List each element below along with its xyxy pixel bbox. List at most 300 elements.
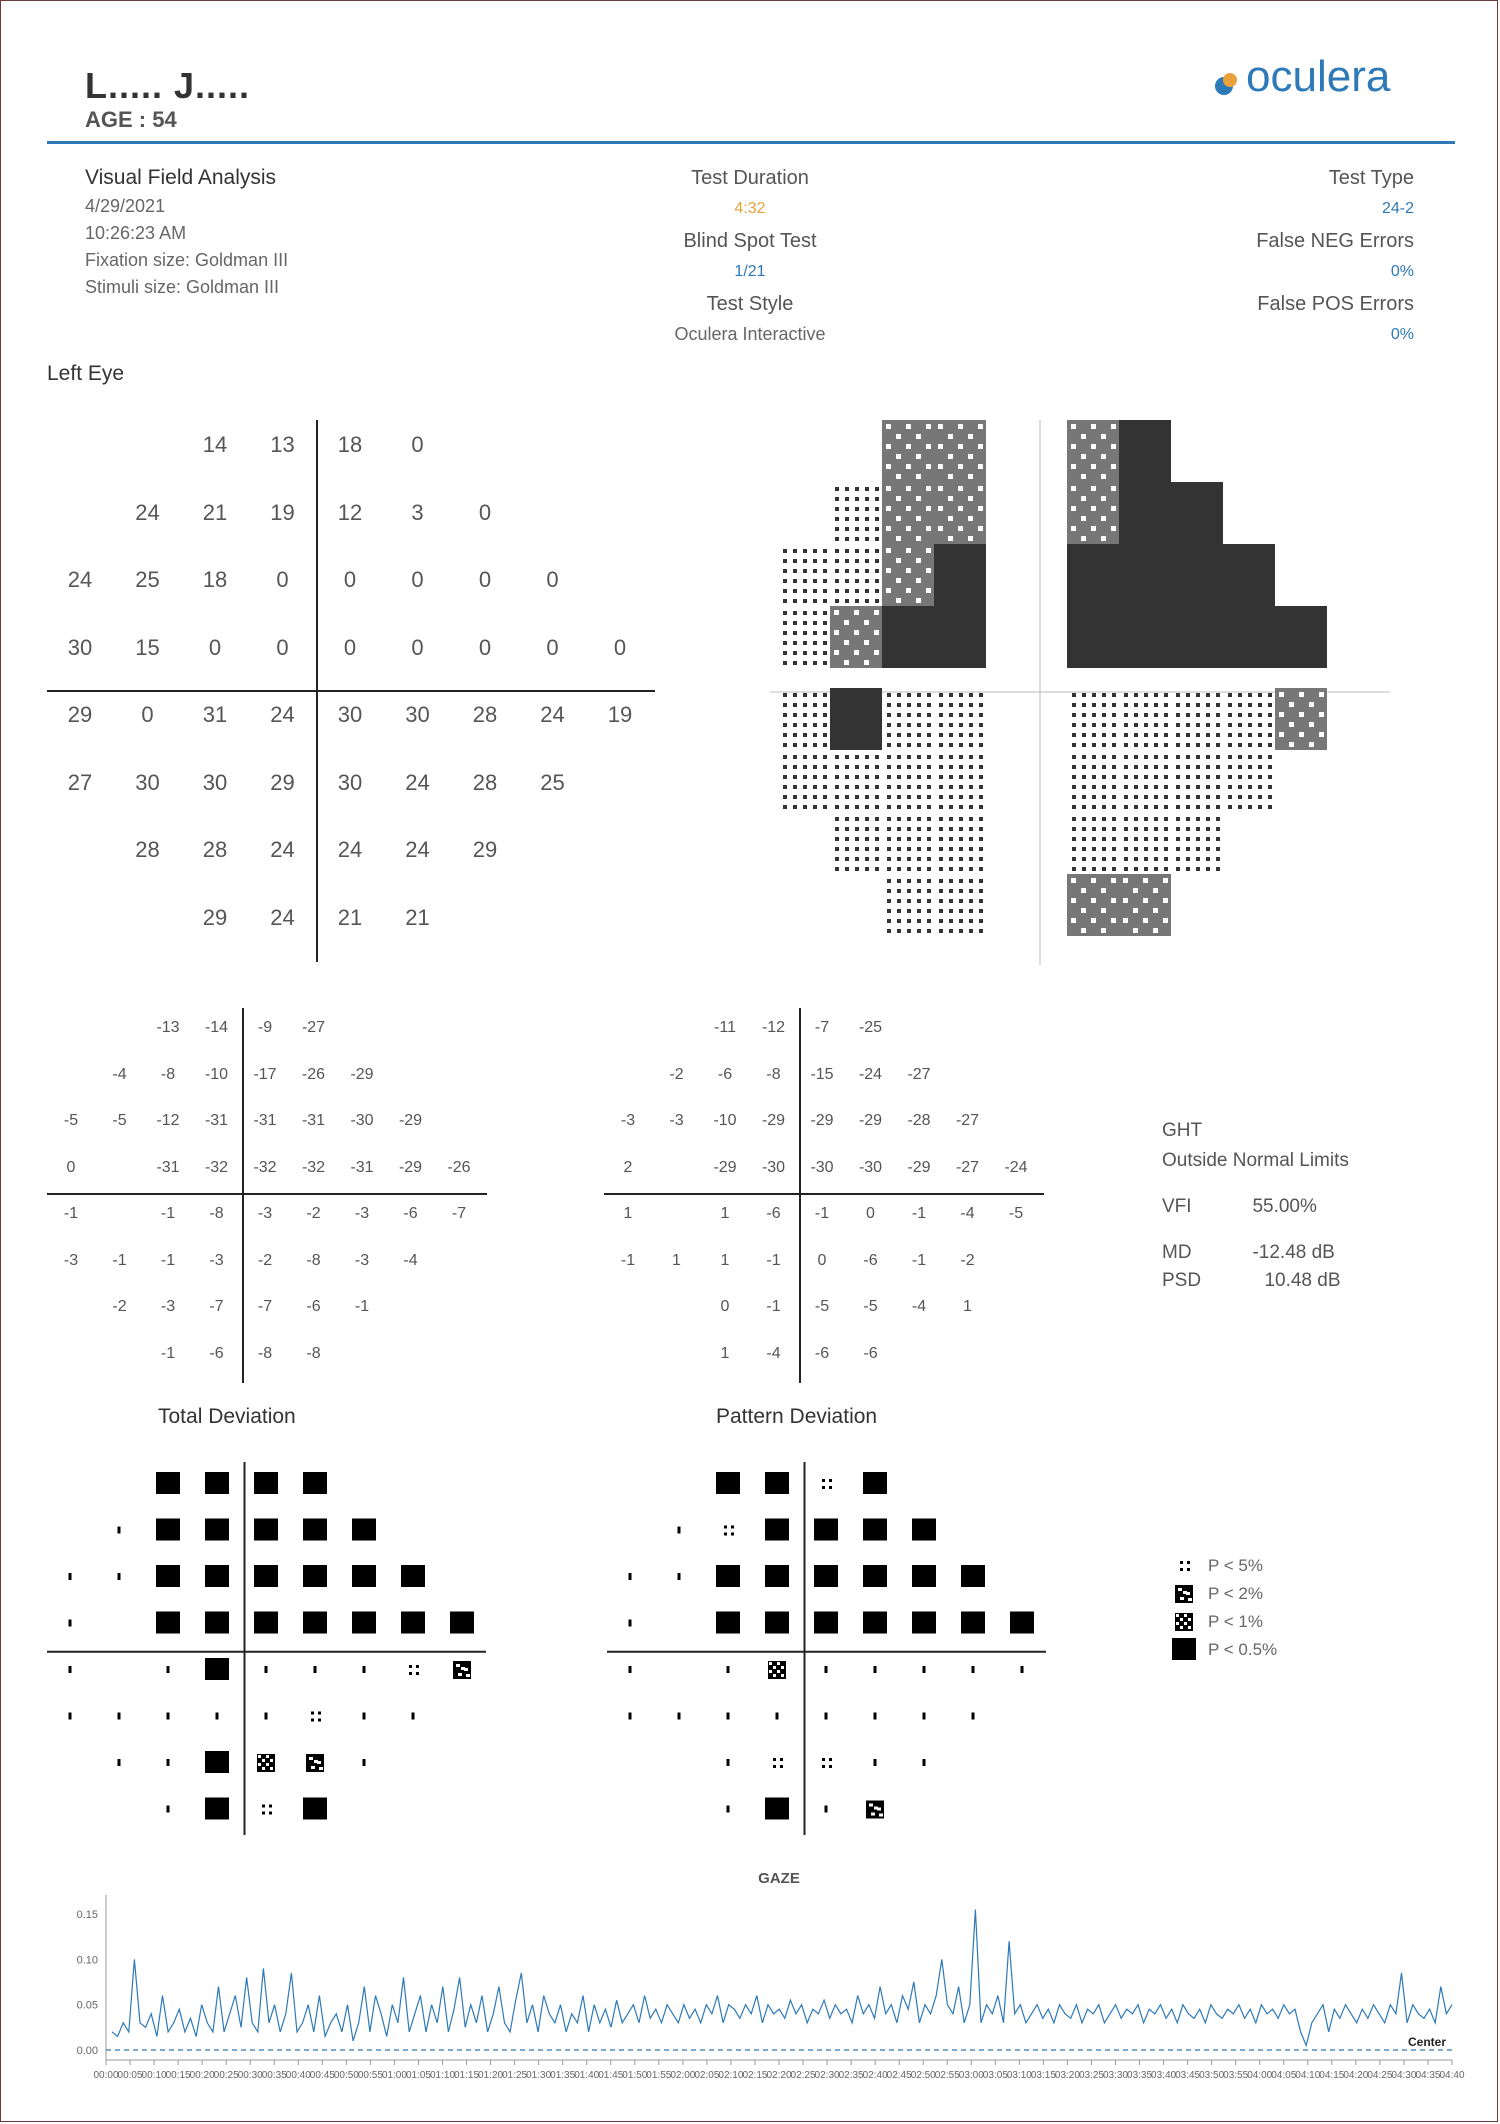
pattern-deviation-symbol — [874, 1713, 877, 1720]
false-neg-label: False NEG Errors — [1256, 230, 1414, 252]
gray-map-cell — [887, 817, 931, 871]
sensitivity-value: 28 — [472, 702, 498, 727]
pattern-deviation-value: -4 — [960, 1205, 975, 1222]
gaze-x-tick-label: 02:55 — [934, 2070, 960, 2081]
gaze-x-tick-label: 04:40 — [1439, 2070, 1465, 2081]
pattern-deviation-value: -28 — [907, 1112, 931, 1129]
total-deviation-symbol — [303, 1519, 327, 1541]
total-deviation-symbol — [118, 1759, 121, 1766]
gaze-x-tick-label: 03:05 — [982, 2070, 1008, 2081]
total-deviation-value: -1 — [63, 1205, 79, 1222]
legend-symbol-icon — [1170, 1608, 1200, 1636]
sensitivity-value: 24 — [270, 702, 295, 727]
total-deviation-value: -13 — [156, 1019, 180, 1036]
gray-map-cell — [1119, 482, 1171, 544]
total-deviation-symbol — [205, 1519, 229, 1541]
sensitivity-value: 28 — [202, 837, 228, 862]
pattern-deviation-symbol — [863, 1519, 887, 1541]
total-deviation-value: -8 — [257, 1344, 273, 1362]
gray-map-cell — [882, 544, 934, 606]
total-deviation-value: -6 — [209, 1344, 224, 1362]
pattern-deviation-value: -29 — [761, 1112, 786, 1129]
gaze-x-tick-label: 00:55 — [357, 2070, 383, 2081]
gray-map-cell — [1171, 544, 1223, 606]
patient-age — [85, 107, 177, 133]
pattern-deviation-value: -24 — [1004, 1158, 1028, 1176]
pattern-deviation-value: -3 — [620, 1112, 636, 1129]
grayscale-field-map — [770, 420, 1390, 965]
total-deviation-symbol — [167, 1806, 170, 1813]
total-deviation-symbol — [69, 1620, 72, 1627]
gaze-x-tick-label: 00:50 — [333, 2070, 359, 2081]
gray-map-cell — [1119, 420, 1171, 482]
pd-values-v-axis — [799, 1008, 801, 1383]
total-deviation-symbol — [156, 1519, 180, 1541]
pattern-deviation-value: -4 — [766, 1344, 781, 1362]
gaze-x-tick-label: 02:50 — [910, 2070, 936, 2081]
pattern-deviation-symbol — [825, 1666, 828, 1673]
total-deviation-value: -2 — [112, 1298, 127, 1315]
gaze-x-tick-label: 01:00 — [381, 2070, 407, 2081]
total-deviation-value: -17 — [253, 1065, 277, 1083]
pattern-deviation-value: -15 — [810, 1065, 834, 1083]
gray-map-cell — [783, 611, 827, 665]
gaze-x-tick-label: 01:55 — [646, 2070, 672, 2081]
pattern-deviation-symbol — [923, 1759, 926, 1766]
gaze-x-tick-label: 02:45 — [886, 2070, 912, 2081]
sensitivity-value: 21 — [337, 904, 363, 930]
total-deviation-symbol — [450, 1612, 474, 1634]
pattern-deviation-symbol — [912, 1565, 936, 1587]
gaze-x-tick-label: 02:10 — [718, 2070, 744, 2081]
pattern-deviation-title: Pattern Deviation — [716, 1405, 878, 1428]
total-deviation-symbol — [352, 1565, 376, 1587]
gaze-x-tick-label: 04:20 — [1343, 2070, 1369, 2081]
gray-map-cell — [1176, 693, 1220, 747]
sensitivity-value: 25 — [540, 769, 565, 795]
total-deviation-symbol — [118, 1573, 121, 1580]
pattern-deviation-symbol — [923, 1666, 926, 1673]
total-deviation-value: -5 — [63, 1112, 79, 1129]
total-deviation-symbol — [69, 1666, 72, 1673]
total-deviation-symbol — [303, 1565, 327, 1587]
pd-values-h-axis — [604, 1193, 1044, 1195]
pattern-deviation-symbol — [814, 1565, 838, 1587]
sensitivity-value: 0 — [343, 634, 357, 660]
sensitivity-value: 0 — [613, 634, 627, 660]
sensitivity-value: 0 — [411, 567, 424, 592]
gaze-x-tick-label: 00:40 — [285, 2070, 311, 2081]
gaze-x-tick-label: 03:15 — [1030, 2070, 1056, 2081]
total-deviation-symbol — [205, 1751, 229, 1773]
total-deviation-value: -7 — [451, 1205, 467, 1222]
total-deviation-value: -1 — [160, 1251, 176, 1269]
pattern-deviation-symbol — [765, 1565, 789, 1587]
sensitivity-value: 28 — [472, 769, 498, 795]
total-deviation-value: -27 — [301, 1019, 326, 1036]
total-deviation-value: -8 — [306, 1344, 321, 1362]
sensitivity-value: 24 — [337, 837, 363, 862]
gaze-x-tick-label: 02:05 — [694, 2070, 720, 2081]
gray-map-cell — [830, 606, 882, 668]
sensitivity-value: 0 — [546, 567, 559, 592]
gaze-x-tick-label: 01:20 — [478, 2070, 504, 2081]
total-deviation-value: -8 — [160, 1065, 176, 1083]
sensitivity-value: 12 — [337, 499, 363, 525]
gray-map-cell — [1119, 874, 1171, 936]
gray-map-cell — [1171, 606, 1223, 668]
pattern-deviation-value: -6 — [863, 1251, 878, 1269]
pattern-deviation-value: 0 — [720, 1298, 730, 1315]
total-deviation-symbol — [205, 1658, 229, 1680]
pattern-deviation-symbol — [727, 1713, 730, 1720]
gray-map-cell — [1171, 482, 1223, 544]
pattern-deviation-symbol — [629, 1620, 632, 1627]
total-deviation-value: -30 — [350, 1112, 374, 1129]
gaze-x-tick-label: 02:30 — [814, 2070, 840, 2081]
eye-label: Left Eye — [47, 362, 125, 385]
pattern-deviation-value: -6 — [766, 1205, 781, 1222]
total-deviation-symbol — [118, 1713, 121, 1720]
total-deviation-value: -31 — [204, 1112, 229, 1129]
total-deviation-value: -1 — [160, 1344, 176, 1362]
sensitivity-value: 0 — [546, 634, 559, 660]
gray-map-cell — [830, 688, 882, 750]
total-deviation-value: -9 — [257, 1019, 273, 1036]
pattern-deviation-symbol — [822, 1758, 832, 1768]
pattern-deviation-value: -5 — [1008, 1205, 1024, 1222]
test-meta-center — [600, 167, 900, 345]
total-deviation-value: -31 — [156, 1158, 180, 1176]
sensitivity-value: 3 — [411, 499, 424, 525]
total-deviation-value: -12 — [156, 1112, 180, 1129]
pattern-deviation-probability-plot — [560, 1440, 1080, 1860]
pattern-deviation-value: -6 — [814, 1344, 830, 1362]
pattern-deviation-value: -30 — [858, 1158, 883, 1176]
total-deviation-value: -29 — [398, 1158, 423, 1176]
gaze-x-tick-label: 04:15 — [1319, 2070, 1345, 2081]
pattern-deviation-value: -3 — [669, 1112, 684, 1129]
gray-map-cell — [934, 544, 986, 606]
total-deviation-symbol — [205, 1612, 229, 1634]
vfi-value: 55.00% — [1252, 1196, 1317, 1217]
gray-map-cell — [1067, 420, 1119, 482]
total-deviation-value: -2 — [306, 1205, 321, 1222]
gaze-x-tick-label: 03:55 — [1223, 2070, 1249, 2081]
total-deviation-symbol — [311, 1712, 321, 1722]
gaze-x-tick-label: 00:20 — [189, 2070, 215, 2081]
gaze-x-tick-label: 01:10 — [429, 2070, 456, 2081]
pattern-deviation-value: -24 — [858, 1065, 883, 1083]
gray-map-cell — [1223, 606, 1275, 668]
gaze-x-tick-label: 00:05 — [117, 2070, 143, 2081]
sensitivity-value: 0 — [411, 634, 424, 660]
gaze-x-tick-label: 02:40 — [862, 2070, 888, 2081]
pattern-deviation-symbol — [768, 1661, 786, 1679]
total-deviation-symbol — [303, 1612, 327, 1634]
sensitivity-value: 0 — [478, 567, 492, 592]
total-deviation-value: -6 — [403, 1205, 418, 1222]
gaze-x-tick-label: 00:15 — [165, 2070, 191, 2081]
pattern-deviation-symbol — [825, 1713, 828, 1720]
legend-symbol — [1172, 1638, 1196, 1660]
pattern-deviation-value: -29 — [810, 1112, 834, 1129]
test-type-label: Test Type — [1328, 167, 1414, 189]
total-deviation-symbol — [265, 1666, 268, 1673]
total-deviation-value: -4 — [112, 1065, 127, 1083]
gaze-x-tick-label: 01:40 — [574, 2070, 600, 2081]
sensitivity-value: 30 — [67, 634, 93, 660]
pattern-deviation-symbol — [629, 1713, 632, 1720]
gaze-x-tick-label: 00:35 — [261, 2070, 287, 2081]
total-deviation-symbol — [254, 1472, 278, 1494]
sensitivity-value: 14 — [202, 432, 228, 457]
pattern-deviation-value: -5 — [814, 1298, 830, 1315]
total-deviation-value: -26 — [301, 1065, 326, 1083]
total-deviation-value: -3 — [160, 1298, 176, 1315]
total-deviation-symbol — [401, 1612, 425, 1634]
total-deviation-symbol — [453, 1661, 471, 1679]
sensitivity-value: 0 — [343, 567, 357, 592]
gray-map-cell — [1124, 755, 1168, 809]
pattern-deviation-value: 1 — [720, 1344, 730, 1362]
sensitivity-value: 29 — [67, 702, 93, 727]
pattern-deviation-symbol — [863, 1612, 887, 1634]
gray-map-cell — [1223, 544, 1275, 606]
gray-map-cell — [835, 755, 879, 809]
pattern-deviation-symbol — [776, 1713, 779, 1720]
gray-map-cell — [1067, 874, 1119, 936]
pattern-deviation-symbol — [724, 1526, 734, 1536]
sensitivity-value: 24 — [270, 904, 295, 930]
blind-spot-value: 1/21 — [734, 263, 766, 280]
pattern-deviation-symbol — [773, 1758, 783, 1768]
total-deviation-symbol — [167, 1759, 170, 1766]
sensitivity-value: 24 — [270, 837, 295, 862]
pattern-deviation-symbol — [923, 1713, 926, 1720]
patient-name: L..... J..... — [85, 65, 251, 106]
sensitivity-value: 18 — [202, 567, 228, 592]
sensitivity-value: 18 — [337, 432, 363, 457]
pattern-deviation-symbol — [874, 1759, 877, 1766]
stats-block — [1162, 1196, 1462, 1298]
gaze-x-tick-label: 01:05 — [405, 2070, 431, 2081]
pattern-deviation-symbol — [863, 1565, 887, 1587]
test-type-value: 24-2 — [1381, 200, 1414, 217]
pattern-deviation-value: -1 — [911, 1251, 927, 1269]
total-deviation-value: -7 — [257, 1298, 273, 1315]
total-deviation-value: -8 — [209, 1205, 224, 1222]
gray-map-cell — [1176, 755, 1220, 809]
pattern-deviation-value: -27 — [955, 1158, 980, 1176]
total-deviation-symbol — [306, 1754, 324, 1772]
total-deviation-value: -31 — [301, 1112, 326, 1129]
total-deviation-symbol — [216, 1713, 219, 1720]
header-divider — [47, 141, 1455, 144]
total-deviation-value: -31 — [253, 1112, 277, 1129]
sensitivity-value: 30 — [405, 702, 430, 727]
total-deviation-symbol — [69, 1713, 72, 1720]
pattern-deviation-value: -6 — [863, 1344, 878, 1362]
pattern-deviation-value: -29 — [713, 1158, 737, 1176]
legend-item — [1170, 1608, 1370, 1636]
pattern-deviation-value: -8 — [766, 1065, 781, 1083]
total-deviation-value: -7 — [209, 1298, 224, 1315]
pattern-deviation-symbol — [866, 1801, 884, 1819]
sensitivity-value: 24 — [405, 769, 430, 795]
legend-symbol — [1180, 1561, 1190, 1571]
gray-map-cell — [1119, 606, 1171, 668]
gaze-y-tick-label: 0.05 — [76, 1999, 98, 2012]
sensitivity-value: 30 — [337, 702, 363, 727]
gaze-x-tick-label: 04:25 — [1367, 2070, 1393, 2081]
legend-symbol-icon — [1170, 1552, 1200, 1580]
pattern-deviation-value: -27 — [907, 1065, 931, 1083]
pattern-deviation-value: -1 — [766, 1298, 781, 1315]
total-deviation-value: -4 — [403, 1251, 418, 1269]
sensitivity-value: 24 — [135, 499, 160, 525]
total-deviation-symbol — [363, 1666, 366, 1673]
gaze-x-tick-label: 01:25 — [502, 2070, 528, 2081]
total-deviation-symbol — [401, 1565, 425, 1587]
gray-map-cell — [939, 755, 983, 809]
pattern-deviation-value: -2 — [960, 1251, 975, 1269]
gray-map-cell — [934, 606, 986, 668]
ght-block — [1162, 1120, 1462, 1172]
gray-map-cell — [1228, 693, 1272, 747]
pattern-deviation-value: -29 — [858, 1112, 883, 1129]
gray-map-cell — [934, 482, 986, 544]
pattern-deviation-value: -5 — [863, 1298, 878, 1315]
sensitivity-value: 30 — [135, 769, 160, 795]
gaze-x-tick-label: 03:35 — [1127, 2070, 1153, 2081]
legend-item — [1170, 1580, 1370, 1608]
gaze-x-tick-label: 03:00 — [958, 2070, 984, 2081]
test-title: Visual Field Analysis — [85, 166, 277, 189]
sensitivity-value: 28 — [135, 837, 160, 862]
total-deviation-value: -26 — [447, 1158, 471, 1176]
sensitivity-value: 19 — [607, 702, 633, 727]
gray-map-cell — [783, 549, 827, 603]
pattern-deviation-symbol — [765, 1519, 789, 1541]
legend-label: P < 5% — [1208, 1556, 1263, 1575]
total-deviation-value: -3 — [354, 1251, 370, 1269]
logo — [1208, 52, 1458, 112]
gaze-x-tick-label: 02:00 — [670, 2070, 696, 2081]
gaze-x-tick-label: 01:15 — [454, 2070, 480, 2081]
pattern-deviation-symbol — [874, 1666, 877, 1673]
legend-label: P < 0.5% — [1208, 1640, 1278, 1659]
gray-map-cell — [1275, 606, 1327, 668]
ght-label: GHT — [1162, 1120, 1203, 1141]
gray-map-cell — [1124, 693, 1168, 747]
gaze-x-tick-label: 00:00 — [93, 2070, 119, 2081]
total-deviation-symbol — [167, 1713, 170, 1720]
gray-map-cell — [882, 420, 934, 482]
sensitivity-value: 25 — [135, 567, 160, 592]
total-deviation-value: -29 — [398, 1112, 423, 1129]
gaze-chart — [40, 1860, 1465, 2122]
gaze-x-tick-label: 00:10 — [141, 2070, 167, 2081]
legend-symbol — [1175, 1585, 1193, 1603]
legend-symbol-icon — [1170, 1636, 1200, 1664]
sensitivity-value: 0 — [276, 634, 289, 660]
psd-row — [1162, 1270, 1462, 1298]
pattern-deviation-symbol — [678, 1527, 681, 1534]
gaze-x-tick-label: 03:40 — [1151, 2070, 1177, 2081]
total-deviation-value: -3 — [354, 1205, 370, 1222]
legend-symbol-icon — [1170, 1580, 1200, 1608]
total-deviation-value: -1 — [354, 1298, 370, 1315]
legend-symbol — [1175, 1613, 1193, 1631]
total-deviation-value: -1 — [112, 1251, 127, 1269]
gray-map-cell — [835, 487, 879, 541]
total-deviation-value: -2 — [257, 1251, 273, 1269]
duration-value: 4:32 — [734, 200, 766, 217]
pattern-deviation-value: -1 — [620, 1251, 636, 1269]
pattern-deviation-symbol — [629, 1666, 632, 1673]
gaze-x-tick-label: 03:20 — [1054, 2070, 1080, 2081]
total-deviation-symbol — [352, 1612, 376, 1634]
total-deviation-symbol — [363, 1713, 366, 1720]
total-deviation-title: Total Deviation — [158, 1405, 296, 1428]
total-deviation-symbol — [205, 1472, 229, 1494]
gaze-x-tick-label: 01:30 — [526, 2070, 552, 2081]
gray-map-cell — [939, 879, 983, 933]
total-deviation-symbol — [314, 1666, 317, 1673]
gray-map-cell — [1072, 693, 1116, 747]
total-deviation-value: -8 — [306, 1251, 321, 1269]
age-value: 54 — [152, 107, 177, 132]
vfi-label: VFI — [1162, 1196, 1192, 1217]
pattern-deviation-value: -29 — [907, 1158, 931, 1176]
pattern-deviation-symbol — [1021, 1666, 1024, 1673]
pattern-deviation-symbol — [814, 1519, 838, 1541]
gray-map-cell — [835, 549, 879, 603]
gray-map-cell — [1228, 755, 1272, 809]
total-deviation-value: -1 — [160, 1205, 176, 1222]
sensitivity-value: 13 — [270, 432, 295, 457]
test-date: 4/29/2021 — [85, 196, 166, 216]
pattern-deviation-value: -1 — [766, 1251, 781, 1269]
gaze-y-tick-label: 0.15 — [76, 1909, 98, 1922]
legend-label: P < 2% — [1208, 1584, 1263, 1603]
pattern-deviation-symbol — [716, 1612, 740, 1634]
pattern-deviation-value: 1 — [720, 1205, 730, 1222]
sensitivity-value: 24 — [67, 567, 93, 592]
gaze-x-tick-label: 03:45 — [1175, 2070, 1201, 2081]
false-pos-value: 0% — [1390, 326, 1414, 343]
total-deviation-value: -32 — [301, 1158, 326, 1176]
pattern-deviation-value: -1 — [911, 1205, 927, 1222]
fixation-size: Fixation size: Goldman III — [85, 250, 289, 270]
gray-map-cell — [1124, 817, 1168, 871]
sensitivity-value: 0 — [478, 634, 492, 660]
sensitivity-value: 0 — [411, 432, 424, 457]
gaze-x-tick-label: 04:10 — [1295, 2070, 1321, 2081]
gaze-x-tick-label: 04:00 — [1247, 2070, 1273, 2081]
pattern-deviation-value: -2 — [669, 1065, 684, 1083]
gaze-y-tick-label: 0.10 — [76, 1954, 98, 1967]
legend-item — [1170, 1636, 1370, 1664]
sensitivity-value: 30 — [337, 769, 363, 795]
blind-spot-label: Blind Spot Test — [683, 230, 817, 252]
legend-label: P < 1% — [1208, 1612, 1263, 1631]
total-deviation-symbol — [412, 1713, 415, 1720]
gray-map-cell — [939, 693, 983, 747]
total-deviation-symbol — [254, 1612, 278, 1634]
gray-map-cell — [1119, 544, 1171, 606]
